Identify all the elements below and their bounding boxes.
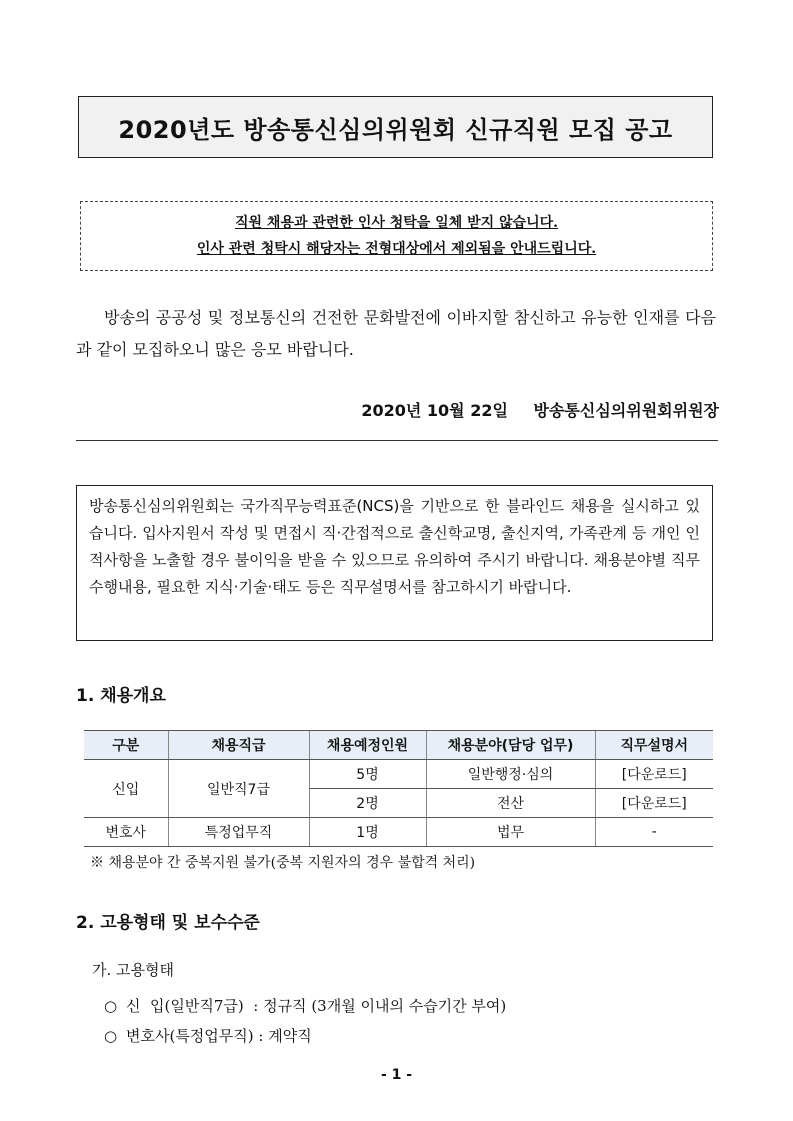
circle-bullet-icon: ○ [104, 1027, 118, 1045]
ncs-notice-text: 방송통신심의위원회는 국가직무능력표준(NCS)을 기반으로 한 블라인드 채용을 실시하고 있습니다. 입사지원서 작성 및 면접시 직·간접적으로 출신학교명, 출신지역, 가족관계 등 개인 인적사항을 노출할 경우 불이익을 받을 수 있으므로 유의하여 주시기 바랍니다. 채용분야별 직무수행내용, 필요한 지식·기술·태도 등은 직무설명서를 참고하시기 바랍니다. [89, 497, 700, 596]
circle-bullet-icon: ○ [104, 997, 118, 1015]
section-1-title: 1. 채용개요 [76, 686, 166, 706]
issuer-name: 방송통신심의위원회위원장 [533, 401, 719, 420]
announcement-date: 2020년 10월 22일 [361, 401, 508, 420]
subsection-title: 가. 고용형태 [92, 961, 174, 979]
divider [76, 440, 718, 441]
cell-category: 변호사 [84, 818, 168, 847]
table-header-row [84, 731, 713, 760]
list-item [104, 995, 506, 1016]
download-link[interactable]: [다운로드] [595, 789, 713, 818]
recruitment-table [84, 730, 713, 847]
header-field: 채용분야(담당 업무) [426, 731, 595, 760]
list-item [104, 1025, 312, 1046]
header-count: 채용예정인원 [309, 731, 426, 760]
cell-field: 일반행정·심의 [426, 760, 595, 789]
page-title: 2020년도 방송통신심의위원회 신규직원 모집 공고 [78, 96, 713, 158]
ncs-notice-box [76, 485, 713, 641]
solicitation-notice-box [80, 201, 713, 271]
page-number: - 1 - [380, 1067, 413, 1083]
cell-field: 전산 [426, 789, 595, 818]
cell-category: 신입 [84, 760, 168, 818]
header-category: 구분 [84, 731, 168, 760]
notice-line-2: 인사 관련 청탁시 해당자는 전형대상에서 제외됨을 안내드립니다. [196, 241, 597, 257]
list-item-text: 변호사(특정업무직) : 계약직 [126, 1027, 312, 1045]
notice-line-1: 직원 채용과 관련한 인사 청탁을 일체 받지 않습니다. [235, 215, 558, 231]
cell-field: 법무 [426, 818, 595, 847]
cell-count: 5명 [309, 760, 426, 789]
intro-paragraph [76, 302, 716, 366]
signature-line [361, 398, 719, 421]
download-link[interactable]: [다운로드] [595, 760, 713, 789]
intro-text: 방송의 공공성 및 정보통신의 건전한 문화발전에 이바지할 참신하고 유능한 인재를 다음과 같이 모집하오니 많은 응모 바랍니다. [76, 308, 716, 359]
list-item-text: 신 입(일반직7급) : 정규직 (3개월 이내의 수습기간 부여) [126, 997, 507, 1015]
header-grade: 채용직급 [168, 731, 309, 760]
cell-count: 2명 [309, 789, 426, 818]
cell-count: 1명 [309, 818, 426, 847]
header-job-description: 직무설명서 [595, 731, 713, 760]
table-row [84, 760, 713, 789]
table-row [84, 818, 713, 847]
cell-grade: 일반직7급 [168, 760, 309, 818]
section-2-title: 2. 고용형태 및 보수수준 [76, 913, 260, 933]
table-footnote: ※ 채용분야 간 중복지원 불가(중복 지원자의 경우 불합격 처리) [90, 855, 476, 871]
cell-grade: 특정업무직 [168, 818, 309, 847]
cell-job-description: - [595, 818, 713, 847]
